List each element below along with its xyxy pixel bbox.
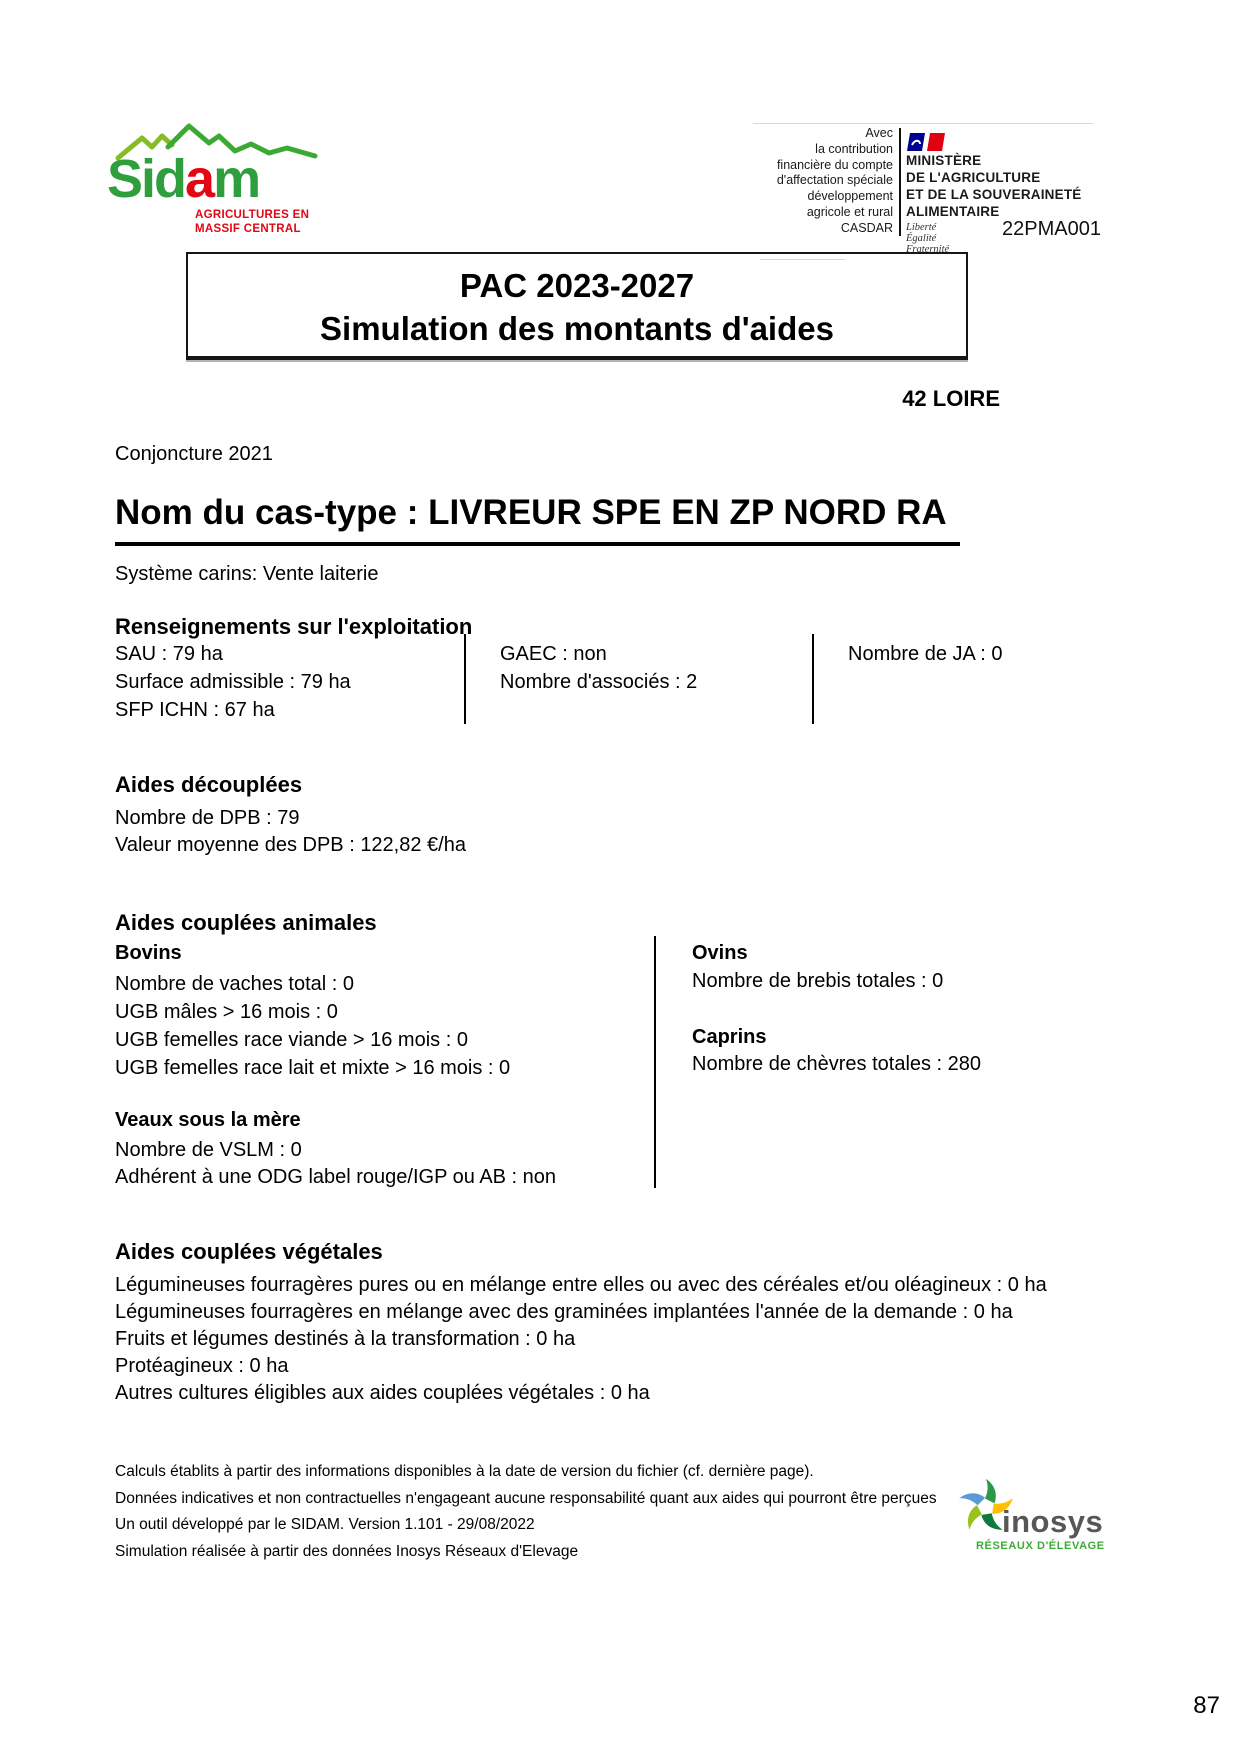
info-line: Nombre de DPB : 79 <box>115 807 300 829</box>
header-divider <box>899 128 901 236</box>
aides-decouplees-lines <box>115 805 466 859</box>
title-line-1: PAC 2023-2027 <box>459 267 695 304</box>
casdar-line: agricole et rural <box>806 204 893 219</box>
casdar-line: développement <box>807 189 893 204</box>
conjoncture-label: Conjoncture 2021 <box>115 443 273 465</box>
sidam-tagline <box>195 208 309 236</box>
ministry-motto-line: Égalité <box>906 233 937 244</box>
info-line: Nombre de VSLM : 0 <box>115 1139 302 1161</box>
cas-type-heading: Nom du cas-type : LIVREUR SPE EN ZP NORD RA <box>115 494 960 546</box>
ovins-heading: Ovins <box>692 942 748 964</box>
info-line: Valeur moyenne des DPB : 122,82 €/ha <box>115 834 466 856</box>
ministry-name-line: ET DE LA SOUVERAINETÉ <box>906 187 1082 202</box>
info-line: UGB femelles race viande > 16 mois : 0 <box>115 1029 468 1051</box>
renseignements-col-1 <box>115 640 351 724</box>
sidam-wordmark <box>107 149 260 209</box>
info-line: Nombre de JA : 0 <box>848 643 1003 665</box>
footer-note-3: Un outil développé par le SIDAM. Version 1.101 - 29/08/2022 <box>115 1516 535 1533</box>
sidam-tagline-line: AGRICULTURES EN <box>195 209 310 221</box>
renseignements-divider-2 <box>812 634 814 724</box>
casdar-line: la contribution <box>815 141 893 156</box>
inosys-tagline: RÉSEAUX D'ÉLEVAGE <box>976 1540 1105 1552</box>
info-line: GAEC : non <box>500 643 607 665</box>
info-line: SAU : 79 ha <box>115 643 223 665</box>
renseignements-col-2 <box>500 640 697 696</box>
ministry-motto-line: Fraternité <box>906 244 950 255</box>
sidam-logo <box>105 112 335 235</box>
footer-note-1: Calculs établits à partir des informations disponibles à la date de version du fichier (cf. dernière page). <box>115 1463 814 1480</box>
aides-vegetales-lines <box>115 1272 1047 1407</box>
ministry-name-line: ALIMENTAIRE <box>906 204 1000 219</box>
ministry-name-line: DE L'AGRICULTURE <box>906 170 1041 185</box>
info-line: Nombre d'associés : 2 <box>500 671 698 693</box>
footer-note-4: Simulation réalisée à partir des données Inosys Réseaux d'Elevage <box>115 1543 579 1560</box>
renseignements-heading: Renseignements sur l'exploitation <box>115 614 473 639</box>
page-number: 87 <box>1193 1692 1220 1719</box>
casdar-line: financière du compte <box>776 157 893 172</box>
casdar-line: d'affectation spéciale <box>776 173 893 188</box>
caprins-heading: Caprins <box>692 1026 767 1048</box>
info-line: Légumineuses fourragères pures ou en mélange entre elles ou avec des céréales et/ou oléagineux : 0 ha <box>115 1274 1047 1296</box>
info-line: UGB mâles > 16 mois : 0 <box>115 1001 338 1023</box>
casdar-attribution <box>655 126 893 237</box>
sidam-word-part: Sid <box>107 149 186 209</box>
aides-animales-heading: Aides couplées animales <box>115 910 377 935</box>
systeme-label: Système carins: Vente laiterie <box>115 563 379 585</box>
info-line: Adhérent à une ODG label rouge/IGP ou AB : non <box>115 1166 557 1188</box>
footer-note-2: Données indicatives et non contractuelles n'engageant aucune responsabilité quant aux aides qui pourront être perçues <box>115 1490 937 1507</box>
ministry-motto-line: Liberté <box>906 222 937 233</box>
info-line: Protéagineux : 0 ha <box>115 1355 289 1377</box>
info-line: Légumineuses fourragères en mélange avec des graminées implantées l'année de la demande : 0 ha <box>115 1301 1013 1323</box>
info-line: UGB femelles race lait et mixte > 16 mois : 0 <box>115 1057 511 1079</box>
france-flag-icon <box>907 132 947 154</box>
ministry-name-line: MINISTÈRE <box>906 153 982 168</box>
info-line: Autres cultures éligibles aux aides couplées végétales : 0 ha <box>115 1382 650 1404</box>
title-line-2: Simulation des montants d'aides <box>320 310 834 347</box>
info-line: Surface admissible : 79 ha <box>115 671 351 693</box>
animales-divider <box>654 936 656 1188</box>
casdar-line: Avec <box>865 126 893 140</box>
image-frame-artifact <box>753 123 1093 124</box>
region-label: 42 LOIRE <box>902 386 1000 411</box>
info-line: SFP ICHN : 67 ha <box>115 699 275 721</box>
renseignements-col-3 <box>848 640 1003 668</box>
caprins-line: Nombre de chèvres totales : 280 <box>692 1053 982 1075</box>
casdar-line: CASDAR <box>840 220 893 235</box>
ovins-line: Nombre de brebis totales : 0 <box>692 970 944 992</box>
veaux-heading: Veaux sous la mère <box>115 1109 301 1131</box>
sidam-word-part: m <box>213 149 260 209</box>
renseignements-divider-1 <box>464 634 466 724</box>
bovins-lines <box>115 970 510 1082</box>
form-code: 22PMA001 <box>1002 218 1101 240</box>
sidam-tagline-line: MASSIF CENTRAL <box>195 223 301 235</box>
bovins-heading: Bovins <box>115 942 182 964</box>
info-line: Fruits et légumes destinés à la transformation : 0 ha <box>115 1328 576 1350</box>
title-box <box>186 252 968 360</box>
inosys-logo <box>948 1470 1120 1560</box>
aides-decouplees-heading: Aides découplées <box>115 772 303 797</box>
inosys-wordmark: inosys <box>1002 1504 1104 1539</box>
sidam-word-part: a <box>185 149 214 209</box>
info-line: Nombre de vaches total : 0 <box>115 973 355 995</box>
aides-vegetales-heading: Aides couplées végétales <box>115 1239 383 1264</box>
ministry-name <box>906 152 1081 220</box>
veaux-lines <box>115 1137 556 1191</box>
